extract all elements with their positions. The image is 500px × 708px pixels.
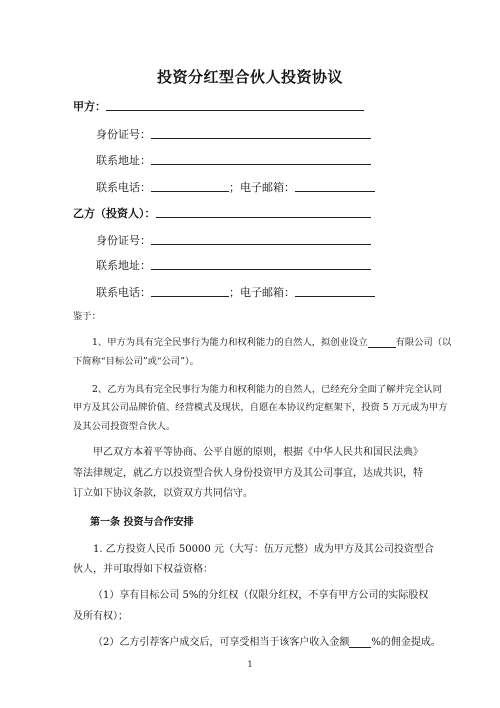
party-a-id-row bbox=[96, 126, 371, 142]
preamble-line-2: 等法律规定，就乙方以投资型合伙人身份投资甲方及其公司事宜，达成共识，特 bbox=[73, 468, 423, 479]
party-a-address-label: 联系地址： bbox=[96, 154, 151, 167]
whereas-item-1-line-1 bbox=[92, 334, 451, 348]
company-name-blank bbox=[368, 335, 396, 348]
whereas-item-1-line-2: 下简称“目标公司”或“公司”）。 bbox=[73, 356, 199, 367]
party-b-address-row bbox=[96, 257, 371, 273]
party-b-address-line bbox=[151, 268, 371, 270]
article-1-sub-2-text-b: %的佣金提成。 bbox=[371, 637, 441, 648]
party-a-address-line bbox=[151, 163, 371, 165]
whereas-item-2-line-2: 甲方及其公司品牌价值、经营模式及现状，自愿在本协议约定框架下，投资 5 万元成为甲方 bbox=[73, 402, 448, 413]
party-a-phone-label: 联系电话： bbox=[96, 181, 151, 194]
party-a-address-row bbox=[96, 152, 371, 168]
article-1-sub-1-line-2: 及所有权）； bbox=[73, 611, 128, 622]
party-b-email-label: ；电子邮箱： bbox=[229, 286, 295, 299]
article-1-sub-2-line bbox=[93, 633, 441, 648]
page-number: 1 bbox=[247, 660, 253, 669]
document-title: 投资分红型合伙人投资协议 bbox=[156, 68, 343, 86]
article-1-sub-1-line-1: （1）享有目标公司 5%的分红权（仅限分红权，不享有甲方公司的实际股权 bbox=[93, 590, 429, 601]
party-a-email-line bbox=[295, 190, 375, 192]
whereas-heading: 鉴于： bbox=[73, 311, 101, 322]
article-1-clause-1-line-1: 1. 乙方投资人民币 50000 元（大写：伍万元整）成为甲方及其公司投资型合 bbox=[93, 544, 434, 555]
party-a-label: 甲方： bbox=[73, 100, 106, 113]
whereas-item-1-text-b: 有限公司（以 bbox=[395, 337, 452, 348]
party-b-phone-label: 联系电话： bbox=[96, 286, 151, 299]
article-1-heading: 第一条 投资与合作安排 bbox=[90, 517, 194, 528]
party-b-email-line bbox=[295, 295, 375, 297]
party-a-id-label: 身份证号： bbox=[96, 128, 151, 141]
whereas-item-2-line-1: 2、乙方为具有完全民事行为能力和权利能力的自然人，已经充分全面了解并完全认同 bbox=[92, 384, 442, 395]
party-a-id-line bbox=[151, 137, 371, 139]
party-a-name-line bbox=[106, 109, 364, 111]
party-b-label: 乙方（投资人）： bbox=[73, 207, 156, 220]
commission-rate-blank bbox=[349, 635, 371, 648]
party-b-address-label: 联系地址： bbox=[96, 259, 151, 272]
party-a-contact-row bbox=[96, 179, 375, 195]
article-1-sub-2-text-a: （2）乙方引荐客户成交后，可享受相当于该客户收入金额 bbox=[93, 637, 350, 648]
whereas-item-2-line-3: 及其公司投资型合伙人。 bbox=[73, 421, 176, 432]
preamble-line-1: 甲乙双方本着平等协商、公平自愿的原则，根据《中华人民共和国民法典》 bbox=[93, 447, 423, 458]
article-1-clause-1-line-2: 伙人，并可取得如下权益资格： bbox=[73, 564, 213, 575]
party-b-name-line bbox=[156, 216, 371, 218]
party-b-row bbox=[73, 205, 371, 221]
party-b-id-line bbox=[151, 243, 371, 245]
party-a-row bbox=[73, 98, 364, 114]
party-b-id-label: 身份证号： bbox=[96, 234, 151, 247]
party-b-contact-row bbox=[96, 284, 375, 300]
party-b-phone-line bbox=[151, 295, 229, 297]
party-b-id-row bbox=[96, 232, 371, 248]
whereas-item-1-text-a: 1、甲方为具有完全民事行为能力和权利能力的自然人，拟创业设立 bbox=[92, 337, 368, 348]
party-a-phone-line bbox=[151, 190, 229, 192]
preamble-line-3: 订立如下协议条款，以资双方共同信守。 bbox=[73, 488, 253, 499]
party-a-email-label: ；电子邮箱： bbox=[229, 181, 295, 194]
